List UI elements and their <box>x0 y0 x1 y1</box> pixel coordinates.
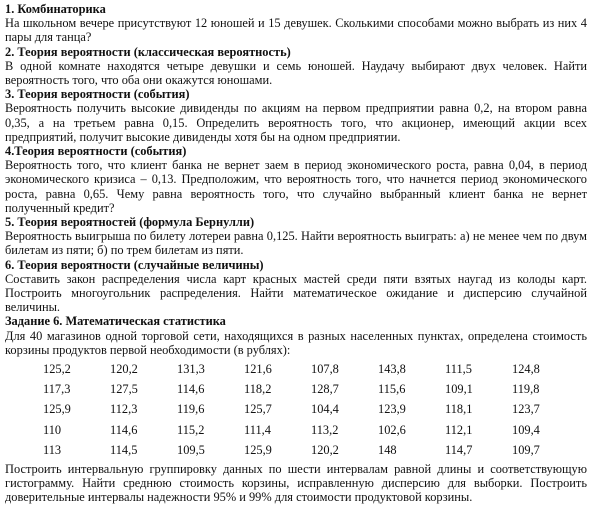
price-table-wrap <box>5 359 587 460</box>
section-1-text: На школьном вечере присутствуют 12 юношей и 15 девушек. Сколькими способами можно выбрать из них 4 пары для танца? <box>5 16 587 45</box>
table-cell: 115,2 <box>177 422 205 437</box>
section-3-text: Вероятность получить высокие дивиденды по акциям на первом предприятии равна 0,2, на втором равна 0,35, а на третьем равна 0,15. Определить вероятность того, что акционер, имеющий акции всех предприятий, получит высокие дивиденды хотя бы на одном предприятии. <box>5 101 587 144</box>
table-cell: 125,2 <box>43 362 71 377</box>
table-cell: 113 <box>43 442 62 457</box>
table-cell: 112,1 <box>445 422 473 437</box>
task-6-intro: Для 40 магазинов одной торговой сети, находящихся в разных населенных пунктах, определена стоимость корзины продуктов первой необходимости (в рублях): <box>5 328 587 357</box>
table-cell: 102,6 <box>378 422 406 437</box>
table-cell: 125,9 <box>43 402 71 417</box>
task-6-outro: Построить интервальную группировку данных по шести интервалам равной длины и соответствующую гистограмму. Найти среднюю стоимость корзины, исправленную дисперсию для выборки. Построить доверительные интервалы надежности 95% и 99% для стоимости продуктовой корзины. <box>5 462 587 505</box>
table-cell: 104,4 <box>311 402 339 417</box>
table-cell: 125,7 <box>244 402 272 417</box>
section-1-heading: 1. Комбинаторика <box>5 2 106 16</box>
section-3-heading: 3. Теория вероятности (события) <box>5 87 190 102</box>
table-cell: 113,2 <box>311 422 339 437</box>
section-6-heading: 6. Теория вероятности (случайные величины) <box>5 257 264 272</box>
document <box>5 2 587 505</box>
table-cell: 148 <box>378 442 397 457</box>
table-cell: 110 <box>43 422 62 437</box>
table-cell: 109,7 <box>512 442 540 457</box>
table-cell: 109,1 <box>445 382 473 397</box>
table-cell: 118,2 <box>244 382 272 397</box>
table-cell: 120,2 <box>311 442 339 457</box>
table-cell: 114,6 <box>177 382 205 397</box>
table-cell: 111,4 <box>244 422 271 437</box>
table-cell: 114,5 <box>110 442 138 457</box>
table-cell: 128,7 <box>311 382 339 397</box>
price-table <box>43 359 579 460</box>
table-cell: 124,8 <box>512 362 540 377</box>
table-cell: 125,9 <box>244 442 272 457</box>
table-cell: 120,2 <box>110 362 138 377</box>
task-6-heading: Задание 6. Математическая статистика <box>5 314 226 329</box>
table-cell: 123,7 <box>512 402 540 417</box>
section-5-heading: 5. Теория вероятностей (формула Бернулли) <box>5 215 255 230</box>
section-2-heading: 2. Теория вероятности (классическая вероятность) <box>5 44 291 59</box>
table-cell: 127,5 <box>110 382 138 397</box>
table-cell: 107,8 <box>311 362 339 377</box>
section-6-text: Составить закон распределения числа карт красных мастей среди пяти взятых наугад из колоды карт. Построить многоугольник распределения. Найти математическое ожидание и дисперсию случайной величины. <box>5 271 587 315</box>
table-cell: 114,7 <box>445 442 473 457</box>
table-cell: 123,9 <box>378 402 406 417</box>
table-cell: 143,8 <box>378 362 406 377</box>
table-cell: 111,5 <box>445 362 472 377</box>
table-cell: 119,6 <box>177 402 205 417</box>
table-cell: 118,1 <box>445 402 473 417</box>
table-cell: 117,3 <box>43 382 71 397</box>
section-2-text: В одной комнате находятся четыре девушки и семь юношей. Наудачу выбирают двух человек. Найти вероятность того, что оба они окажутся юношами. <box>5 58 587 88</box>
section-5-text: Вероятность выигрыша по билету лотереи равна 0,125. Найти вероятность выиграть: а) не менее чем по двум билетам из пяти; б) по трем билетам из пяти. <box>5 229 587 258</box>
table-cell: 131,3 <box>177 362 205 377</box>
table-cell: 112,3 <box>110 402 138 417</box>
table-row <box>43 359 579 379</box>
table-cell: 114,6 <box>110 422 138 437</box>
table-cell: 109,5 <box>177 442 205 457</box>
table-cell: 115,6 <box>378 382 406 397</box>
table-row <box>43 379 579 399</box>
table-row <box>43 399 579 419</box>
table-cell: 121,6 <box>244 362 272 377</box>
table-cell: 119,8 <box>512 382 540 397</box>
table-cell: 109,4 <box>512 422 540 437</box>
table-row <box>43 420 579 440</box>
table-row <box>43 440 579 460</box>
section-4-heading: 4.Теория вероятности (события) <box>5 144 187 159</box>
section-4-text: Вероятность того, что клиент банка не вернет заем в период экономического роста, равна 0,04, в период экономического кризиса – 0,13. Предположим, что вероятность того, что начнется период экономического роста, равна 0,65. Чему равна вероятность того, что случайно выбранный клиент банка не вернет полученный кредит? <box>5 158 587 215</box>
